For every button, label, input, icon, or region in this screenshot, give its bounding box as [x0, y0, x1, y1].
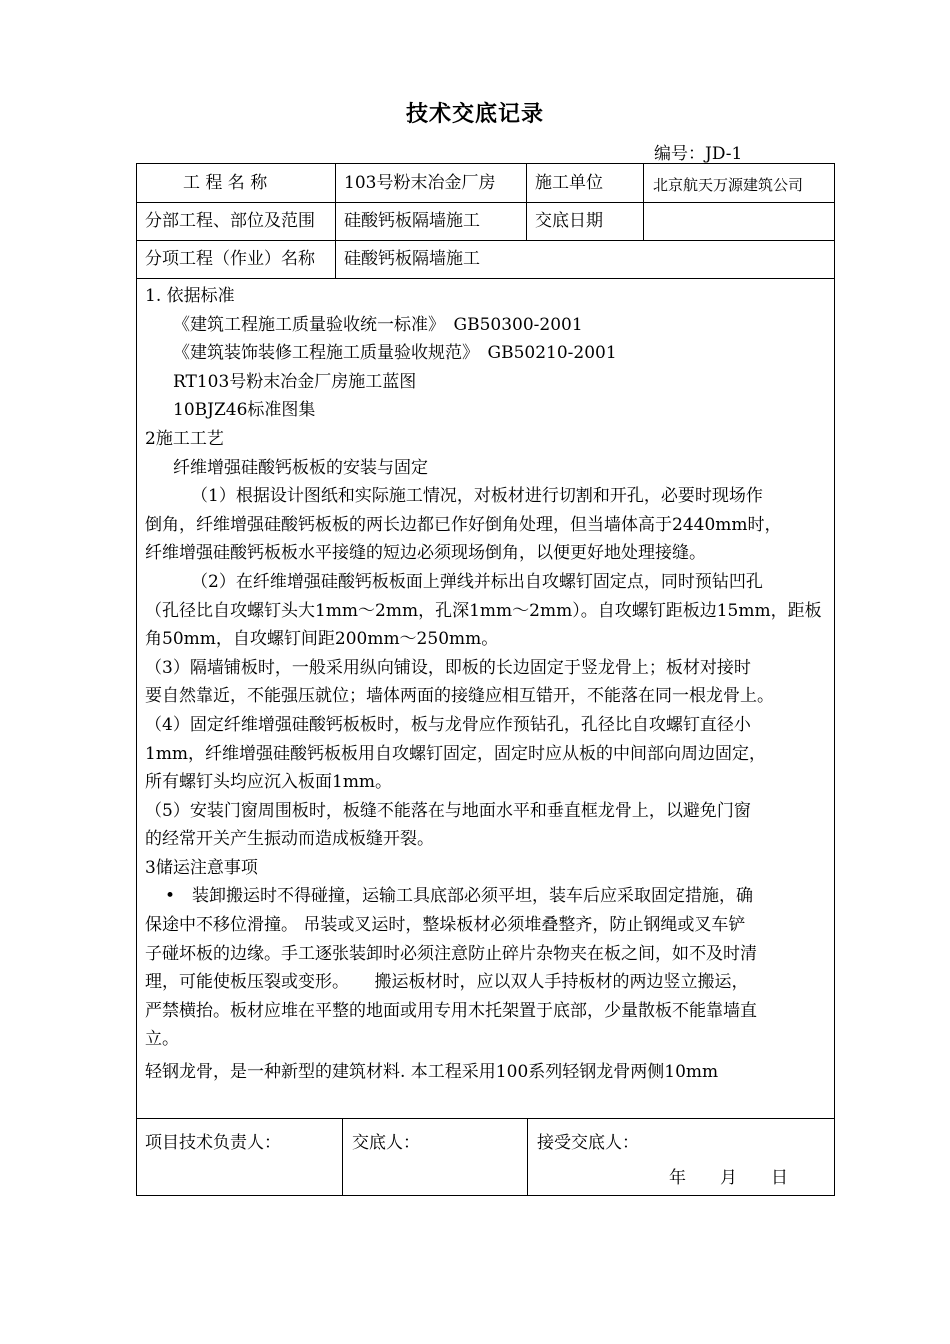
content-line: 立。	[145, 1029, 179, 1050]
row-divider	[137, 1118, 834, 1119]
division-value: 硅酸钙板隔墙施工	[344, 211, 480, 231]
content-line: 纤维增强硅酸钙板板水平接缝的短边必须现场倒角，以便更好地处理接缝。	[145, 543, 706, 564]
content-line: （4）固定纤维增强硅酸钙板板时，板与龙骨应作预钻孔，孔径比自攻螺钉直径小	[145, 714, 751, 735]
signature-date: 年 月 日	[669, 1168, 788, 1188]
column-divider	[526, 164, 527, 240]
content-line: 严禁横抬。板材应堆在平整的地面或用专用木托架置于底部，少量散板不能靠墙直	[145, 1000, 757, 1021]
tech-lead-signature-label: 项目技术负责人：	[145, 1133, 281, 1153]
column-divider	[335, 164, 336, 278]
content-line: （1）根据设计图纸和实际施工情况，对板材进行切割和开孔，必要时现场作	[191, 486, 763, 507]
content-line: 倒角，纤维增强硅酸钙板板的两长边都已作好倒角处理，但当墙体高于2440mm时，	[145, 514, 782, 535]
section-heading: 1. 依据标准	[145, 286, 235, 306]
disclosure-date-label: 交底日期	[535, 211, 603, 231]
row-divider	[137, 278, 834, 279]
column-divider	[342, 1118, 343, 1196]
content-line: （3）隔墙铺板时，一般采用纵向铺设，即板的长边固定于竖龙骨上；板材对接时	[145, 657, 751, 678]
column-divider	[527, 1118, 528, 1196]
subitem-value: 硅酸钙板隔墙施工	[344, 249, 480, 269]
document-number: 编号：JD-1	[654, 144, 743, 164]
receiver-signature-label: 接受交底人：	[537, 1133, 639, 1153]
content-line: 角50mm，自攻螺钉间距200mm～250mm。	[145, 629, 499, 650]
subitem-label: 分项工程（作业）名称	[145, 249, 315, 269]
row-divider	[137, 240, 834, 241]
content-line: 的经常开关产生振动而造成板缝开裂。	[145, 829, 434, 850]
content-line: RT103号粉末冶金厂房施工蓝图	[173, 371, 417, 392]
project-name-label: 工 程 名 称	[183, 173, 268, 193]
content-line: （5）安装门窗周围板时，板缝不能落在与地面水平和垂直框龙骨上，以避免门窗	[145, 800, 751, 821]
row-divider	[137, 202, 834, 203]
content-line: 10BJZ46标准图集	[173, 400, 316, 421]
content-line: 所有螺钉头均应沉入板面1mm。	[145, 772, 393, 793]
disclosure-form-table	[136, 163, 835, 1196]
discloser-signature-label: 交底人：	[352, 1133, 420, 1153]
content-line: 要自然靠近，不能强压就位；墙体两面的接缝应相互错开，不能落在同一根龙骨上。	[145, 686, 774, 707]
division-label: 分部工程、部位及范围	[145, 211, 315, 231]
content-line: 1mm，纤维增强硅酸钙板板用自攻螺钉固定，固定时应从板的中间部向周边固定，	[145, 743, 767, 764]
content-line: 《建筑装饰装修工程施工质量验收规范》 GB50210-2001	[173, 343, 617, 364]
project-name-value: 103号粉末冶金厂房	[344, 173, 496, 193]
section-heading: 2施工工艺	[145, 428, 224, 449]
content-line: 保途中不移位滑撞。 吊装或叉运时，整垛板材必须堆叠整齐，防止钢绳或叉车铲	[145, 915, 746, 936]
disclosure-content	[145, 282, 829, 1087]
content-line: 纤维增强硅酸钙板板的安装与固定	[173, 457, 428, 478]
content-line: • 装卸搬运时不得碰撞，运输工具底部必须平坦，装车后应采取固定措施，确	[165, 886, 754, 907]
content-line: 轻钢龙骨，是一种新型的建筑材料. 本工程采用100系列轻钢龙骨两侧10mm	[145, 1062, 719, 1083]
content-line: 《建筑工程施工质量验收统一标准》 GB50300-2001	[173, 314, 583, 335]
contractor-value: 北京航天万源建筑公司	[653, 176, 804, 194]
content-line: （孔径比自攻螺钉头大1mm～2mm，孔深1mm～2mm）。自攻螺钉距板边15mm，距板	[145, 600, 822, 621]
content-line: （2）在纤维增强硅酸钙板板面上弹线并标出自攻螺钉固定点，同时预钻凹孔	[191, 571, 763, 592]
content-line: 理，可能使板压裂或变形。 搬运板材时，应以双人手持板材的两边竖立搬运，	[145, 972, 749, 993]
contractor-label: 施工单位	[535, 173, 603, 193]
section-heading: 3储运注意事项	[145, 857, 258, 878]
content-line: 子碰坏板的边缘。手工逐张装卸时必须注意防止碎片杂物夹在板之间，如不及时清	[145, 943, 757, 964]
column-divider	[643, 164, 644, 240]
document-title: 技术交底记录	[405, 101, 544, 127]
